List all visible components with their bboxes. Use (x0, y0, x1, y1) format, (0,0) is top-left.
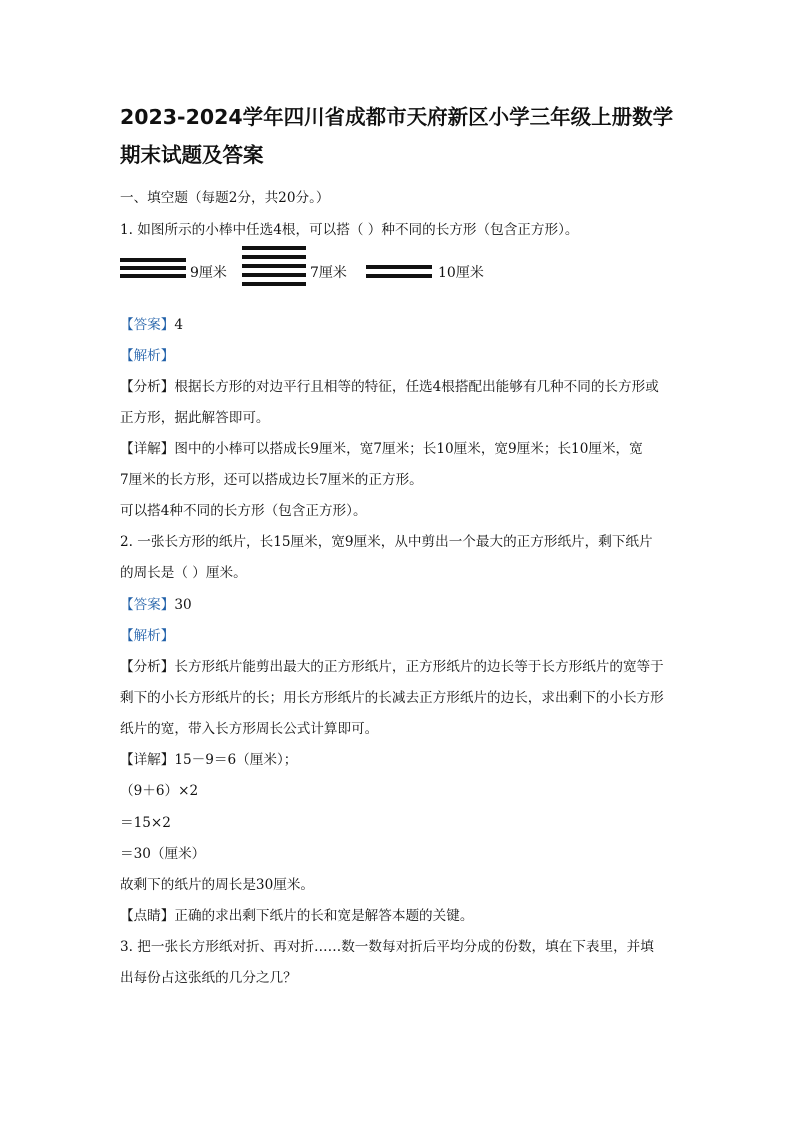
fenxi-text: 长方形纸片能剪出最大的正方形纸片，正方形纸片的边长等于长方形纸片的宽等于 (174, 659, 664, 675)
q2-answer (120, 593, 192, 613)
q2-fenxi-3: 纸片的宽，带入长方形周长公式计算即可。 (120, 721, 379, 737)
q2-fenxi-2: 剩下的小长方形纸片的长；用长方形纸片的长减去正方形纸片的边长，求出剩下的小长方形 (120, 690, 664, 706)
q2-calc-3: ＝15×2 (120, 815, 171, 831)
q2-calc-2: （9＋6）×2 (120, 783, 199, 799)
q1-conclusion: 可以搭4种不同的长方形（包含正方形）。 (120, 503, 367, 519)
stick-7cm (242, 273, 306, 277)
q1-analysis-tag: 【解析】 (120, 348, 175, 364)
title-line-1: 2023-2024学年四川省成都市天府新区小学三年级上册数学 (120, 105, 674, 129)
stick-10cm (366, 274, 432, 278)
stick-7cm (242, 264, 306, 268)
fenxi-text: 根据长方形的对边平行且相等的特征，任选4根搭配出能够有几种不同的长方形或 (174, 379, 659, 395)
xiangjie-tag: 【详解】 (120, 441, 175, 457)
q2-analysis-tag: 【解析】 (120, 628, 175, 644)
stick-7cm (242, 282, 306, 286)
stick-9cm (120, 258, 186, 262)
q2-dianjing (120, 904, 473, 924)
answer-tag: 【答案】 (120, 317, 175, 333)
stick-10cm (366, 265, 432, 269)
q2-stem-2: 的周长是（ ）厘米。 (120, 565, 247, 581)
q1-answer (120, 313, 183, 333)
q2-stem-1: 2. 一张长方形的纸片，长15厘米，宽9厘米，从中剪出一个最大的正方形纸片，剩下纸片 (120, 534, 653, 550)
stick-9cm (120, 266, 186, 270)
q1-fenxi-1 (120, 375, 659, 395)
document-title (120, 98, 680, 174)
stick-figure (120, 246, 520, 290)
stick-7cm (242, 255, 306, 259)
section-heading: 一、填空题（每题2分，共20分。） (120, 190, 330, 206)
q3-stem-2: 出每份占这张纸的几分之几？ (120, 970, 297, 986)
dianjing-tag: 【点睛】 (120, 908, 175, 924)
title-line-2: 期末试题及答案 (120, 143, 264, 167)
stick-label-7cm: 7厘米 (310, 265, 347, 281)
answer-value: 4 (174, 317, 184, 333)
q2-conclusion: 故剩下的纸片的周长是30厘米。 (120, 877, 315, 893)
q1-fenxi-2: 正方形，据此解答即可。 (120, 410, 270, 426)
q1-xiangjie-1 (120, 437, 643, 457)
q2-calc-1 (120, 748, 297, 768)
q1-xiangjie-2: 7厘米的长方形，还可以搭成边长7厘米的正方形。 (120, 472, 423, 488)
answer-tag: 【答案】 (120, 597, 175, 613)
q3-stem-1: 3. 把一张长方形纸对折、再对折……数一数每对折后平均分成的份数，填在下表里，并填 (120, 939, 654, 955)
calc-text: 15－9＝6（厘米）； (174, 752, 298, 768)
q2-calc-4: ＝30（厘米） (120, 846, 206, 862)
answer-value: 30 (174, 597, 192, 613)
stick-9cm (120, 274, 186, 278)
q2-fenxi-1 (120, 655, 664, 675)
xiangjie-text: 图中的小棒可以搭成长9厘米，宽7厘米；长10厘米，宽9厘米；长10厘米，宽 (174, 441, 643, 457)
stick-label-10cm: 10厘米 (438, 265, 484, 281)
fenxi-tag: 【分析】 (120, 379, 175, 395)
q1-stem: 1. 如图所示的小棒中任选4根，可以搭（ ）种不同的长方形（包含正方形）。 (120, 222, 579, 238)
fenxi-tag: 【分析】 (120, 659, 175, 675)
stick-7cm (242, 246, 306, 250)
stick-label-9cm: 9厘米 (190, 265, 227, 281)
dianjing-text: 正确的求出剩下纸片的长和宽是解答本题的关键。 (174, 908, 474, 924)
xiangjie-tag: 【详解】 (120, 752, 175, 768)
